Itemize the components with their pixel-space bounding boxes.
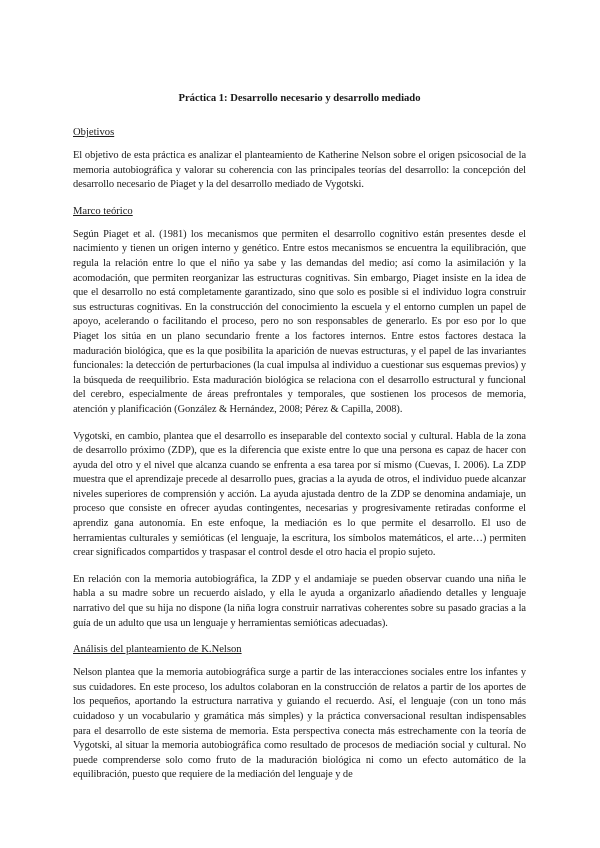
paragraph-objetivos: El objetivo de esta práctica es analizar el planteamiento de Katherine Nelson sobre el origen psicosocial de la memoria autobiográfica y valorar su coherencia con las principales teorías del desarrollo: la concepción del desarrollo necesario de Piaget y la del desarrollo mediado de Vygotski. <box>73 150 526 191</box>
paragraph-piaget: Según Piaget et al. (1981) los mecanismos que permiten el desarrollo cognitivo están presentes desde el nacimiento y tienen un origen interno y genético. Entre estos mecanismos se encuentra la equilibración, que regula la relación entre lo que el niño ya sabe y las demandas del medio; así como la asimilación y la acomodación, que permiten reorganizar las estructuras cognitivas. Sin embargo, Piaget insiste en la idea de que el desarrollo no está completamente garantizado, sino que solo es posible si el individuo logra construir sus estructuras cognitivas. En la construcción del conocimiento la escuela y el entorno cumplen un papel de apoyo, acelerando o facilitando el proceso, pero no son responsables de generarlo. Es por eso por lo que Piaget los sitúa en un plano secundario frente a los factores internos. Entre estos factores destaca la maduración biológica, que es la que posibilita la aparición de nuevas estructuras, y el papel de las invariantes funcionales: la detección de perturbaciones (la cual impulsa al individuo a cuestionar sus esquemas previos) y la búsqueda de reequilibrio. Esta maduración biológica se relaciona con el desarrollo estructural y funcional del cerebro, especialmente de áreas prefrontales y temporales, que sostienen los procesos de memoria, atención y planificación (González & Hernández, 2008; Pérez & Capilla, 2008). <box>73 228 526 415</box>
section-heading-objetivos: Objetivos <box>73 127 115 138</box>
section-heading-analisis: Análisis del planteamiento de K.Nelson <box>73 644 242 656</box>
paragraph-vygotski: Vygotski, en cambio, plantea que el desarrollo es inseparable del contexto social y cultural. Habla de la zona de desarrollo próximo (ZDP), que es la diferencia que existe entre lo que una persona es capaz de hacer con ayuda del otro y el nivel que alcanza cuando se enfrenta a esa tarea por sí mismo (Cuevas, I. 2006). La ZDP muestra que el aprendizaje precede al desarrollo pues, gracias a la ayuda de otros, el individuo puede alcanzar niveles superiores de comprensión y acción. La ayuda ajustada dentro de la ZDP se denomina andamiaje, un proceso que consiste en ofrecer ayudas contingentes, necesarias y progresivamente retiradas conforme el aprendiz gana autonomía. En este enfoque, la mediación es lo que permite el desarrollo. El uso de herramientas culturales y semióticas (el lenguaje, la escritura, los símbolos matemáticos, el arte…) permiten crear significados compartidos y traspasar el control desde el otro hacia el propio sujeto. <box>73 430 526 559</box>
paragraph-nelson: Nelson plantea que la memoria autobiográfica surge a partir de las interacciones sociales entre los infantes y sus cuidadores. En este proceso, los adultos colaboran en la construcción de relatos a partir de los aportes de los pequeños, aportando la estructura narrativa y guiando el recuerdo. Así, el lenguaje (con un tono más cuidadoso y un vocabulario y gramática más simples) y la práctica conversacional resultan indispensables para el desarrollo de este sistema de memoria. Esta perspectiva conecta más estrechamente con la teoría de Vygotski, al situar la memoria autobiográfica como resultado de procesos de mediación social y cultural. No puede comprenderse solo como fruto de la maduración biológica ni como un efecto automático de la equilibración, puesto que requiere de la mediación del lenguaje y de <box>73 667 526 781</box>
page-title: Práctica 1: Desarrollo necesario y desarrollo mediado <box>178 93 421 104</box>
section-heading-marco-teorico: Marco teórico <box>73 205 133 217</box>
paragraph-memoria-autobiografica: En relación con la memoria autobiográfica, la ZDP y el andamiaje se pueden observar cuando una niña le habla a su madre sobre un recuerdo aislado, y ella le ayuda a organizarlo añadiendo detalles y lenguaje narrativo del que su hija no dispone (la niña logra construir narrativas coherentes sobre su pasado gracias a la guía de un adulto que usa un lenguaje y herramientas semióticas adecuadas). <box>73 573 526 629</box>
